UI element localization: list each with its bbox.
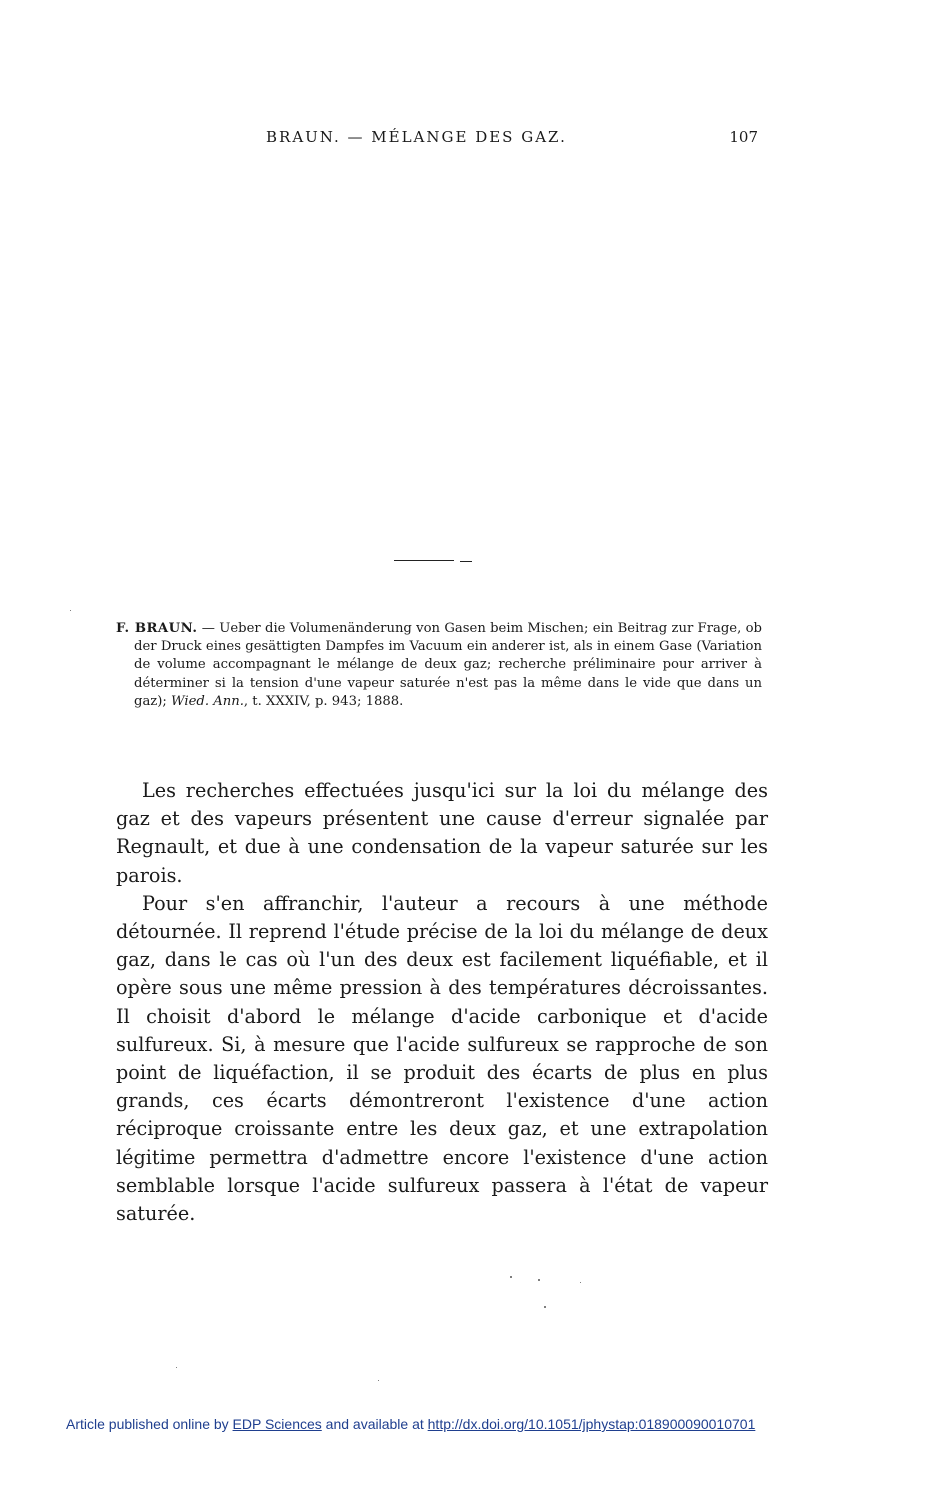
section-divider-tick: [460, 561, 472, 562]
body-paragraph-1: Les recherches effectuées jusqu'ici sur la loi du mélange des gaz et des vapeurs présentent une cause d'erreur signalée par Regnault, et due à une condensation de la vapeur saturée sur les parois.: [116, 779, 768, 887]
publication-footer: [66, 1416, 866, 1432]
reference-author: F. BRAUN.: [116, 621, 198, 636]
reference-journal: Wied. Ann.: [171, 693, 244, 709]
footer-prefix: Article published online by: [66, 1416, 233, 1432]
scan-speck: [378, 1380, 379, 1381]
article-body: [116, 777, 768, 1228]
reference-separator: —: [197, 621, 220, 636]
reference-volume-pages: , t. XXXIV, p. 943; 1888.: [243, 693, 404, 709]
reference-title: Ueber die Volumenänderung von Gasen beim Mischen; ein Beitrag zur Frage, ob der Druck eines gesättigten Dampfes im Vacuum ein anderer ist, als in einem Gase (Variation de volume accompagnant le mélange de deux gaz; recherche préliminaire pour arriver à déterminer si la tension d'une vapeur saturée n'est pas la même dans le vide que dans un gaz);: [134, 621, 762, 709]
body-paragraph-2: Pour s'en affranchir, l'auteur a recours à une méthode détournée. Il reprend l'étude précise de la loi du mélange de deux gaz, dans le cas où l'un des deux est facilement liquéfiable, et il opère sous une même pression à des températures décroissantes. Il choisit d'abord le mélange d'acide carbonique et d'acide sulfureux. Si, à mesure que l'acide sulfureux se rapproche de son point de liquéfaction, il se produit des écarts de plus en plus grands, ces écarts démontreront l'existence d'une action réciproque croissante entre les deux gaz, et une extrapolation légitime permettra d'admettre encore l'existence d'une action semblable lorsque l'acide sulfureux passera à l'état de vapeur saturée.: [116, 891, 768, 1226]
scan-speck: [176, 1367, 177, 1368]
publisher-link[interactable]: EDP Sciences: [232, 1416, 322, 1432]
scan-speck: [580, 1282, 581, 1283]
doi-link[interactable]: http://dx.doi.org/10.1051/jphystap:018900090010701: [427, 1416, 756, 1432]
section-divider: [394, 560, 454, 561]
scan-speck: [538, 1279, 540, 1281]
page-number: 107: [729, 128, 758, 146]
scan-speck: [70, 610, 71, 611]
bibliographic-reference: [116, 620, 762, 711]
scan-speck: [510, 1276, 512, 1278]
scan-speck: [544, 1306, 546, 1308]
running-title: BRAUN. — MÉLANGE DES GAZ.: [266, 128, 567, 146]
footer-middle: and available at: [321, 1416, 428, 1432]
